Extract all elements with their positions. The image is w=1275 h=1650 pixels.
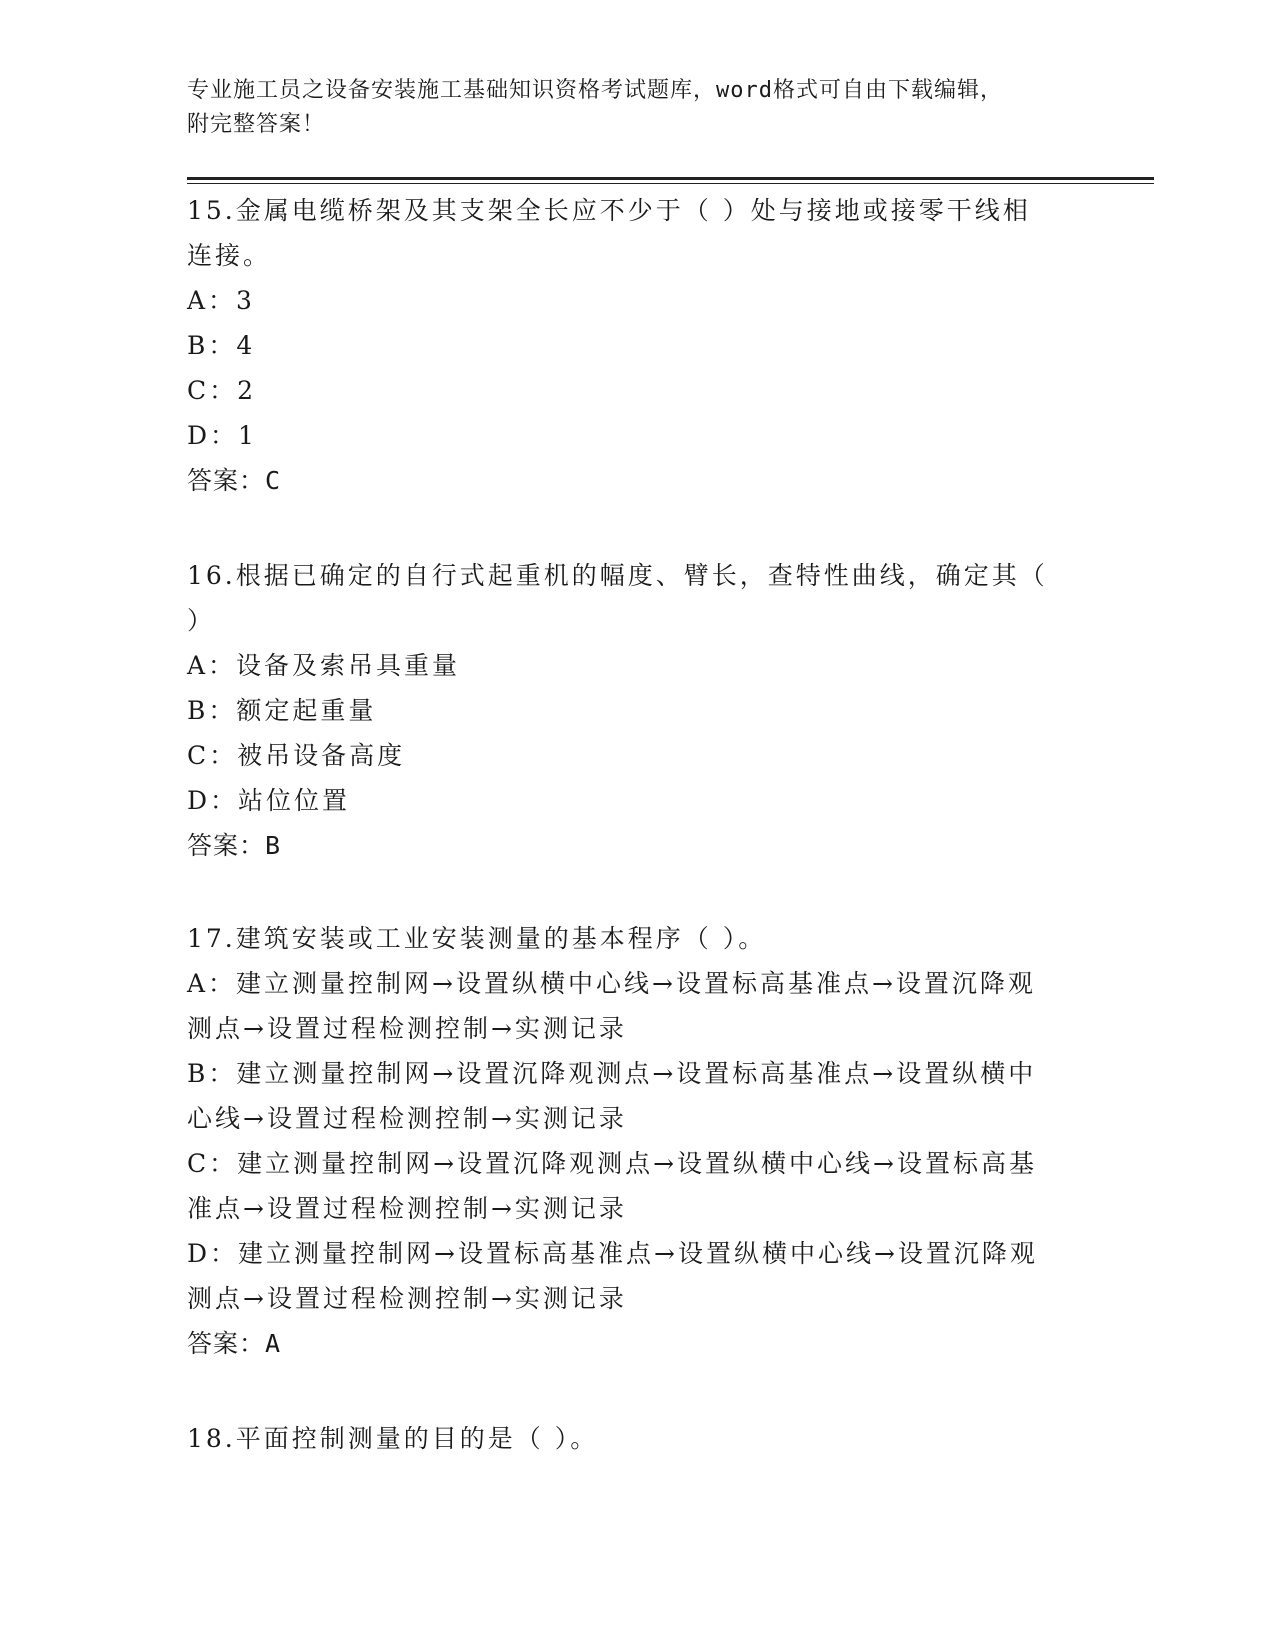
question-16 [187, 553, 1087, 868]
question-stem-line: ） [187, 606, 216, 635]
question-15 [187, 188, 1087, 503]
option-c-line-2: 准点→设置过程检测控制→实测记录 [187, 1194, 627, 1223]
option-a: A：3 [187, 286, 255, 315]
option-d-line-1: D：建立测量控制网→设置标高基准点→设置纵横中心线→设置沉降观 [187, 1239, 1038, 1268]
header-line-1: 专业施工员之设备安装施工基础知识资格考试题库，word格式可自由下载编辑， [187, 78, 1003, 103]
header-line-2: 附完整答案！ [187, 112, 326, 137]
option-d: D：站位位置 [187, 786, 351, 815]
option-d-line-2: 测点→设置过程检测控制→实测记录 [187, 1284, 627, 1313]
option-d: D：1 [187, 421, 257, 450]
option-c-line-1: C：建立测量控制网→设置沉降观测点→设置纵横中心线→设置标高基 [187, 1149, 1037, 1178]
answer: 答案：C [187, 466, 282, 495]
question-stem-line: 18.平面控制测量的目的是（ ）。 [187, 1424, 599, 1453]
option-b-line-2: 心线→设置过程检测控制→实测记录 [187, 1104, 627, 1133]
answer: 答案：A [187, 1329, 282, 1358]
option-c: C：2 [187, 376, 257, 405]
question-stem-line: 连接。 [187, 241, 272, 270]
question-stem-line: 16.根据已确定的自行式起重机的幅度、臂长，查特性曲线，确定其（ [187, 561, 1048, 590]
header-divider-thick [187, 177, 1154, 180]
option-a-line-2: 测点→设置过程检测控制→实测记录 [187, 1014, 627, 1043]
option-b-line-1: B：建立测量控制网→设置沉降观测点→设置标高基准点→设置纵横中 [187, 1059, 1037, 1088]
question-17 [187, 916, 1087, 1366]
option-b: B：额定起重量 [187, 696, 377, 725]
question-stem-line: 15.金属电缆桥架及其支架全长应不少于（ ）处与接地或接零干线相 [187, 196, 1031, 225]
option-a-line-1: A：建立测量控制网→设置纵横中心线→设置标高基准点→设置沉降观 [187, 969, 1036, 998]
header-divider-thin [187, 183, 1154, 184]
answer: 答案：B [187, 831, 282, 860]
document-header [187, 74, 1077, 142]
option-a: A：设备及索吊具重量 [187, 651, 461, 680]
option-c: C：被吊设备高度 [187, 741, 406, 770]
question-stem-line: 17.建筑安装或工业安装测量的基本程序（ ）。 [187, 924, 767, 953]
option-b: B：4 [187, 331, 256, 360]
question-18 [187, 1416, 1087, 1461]
